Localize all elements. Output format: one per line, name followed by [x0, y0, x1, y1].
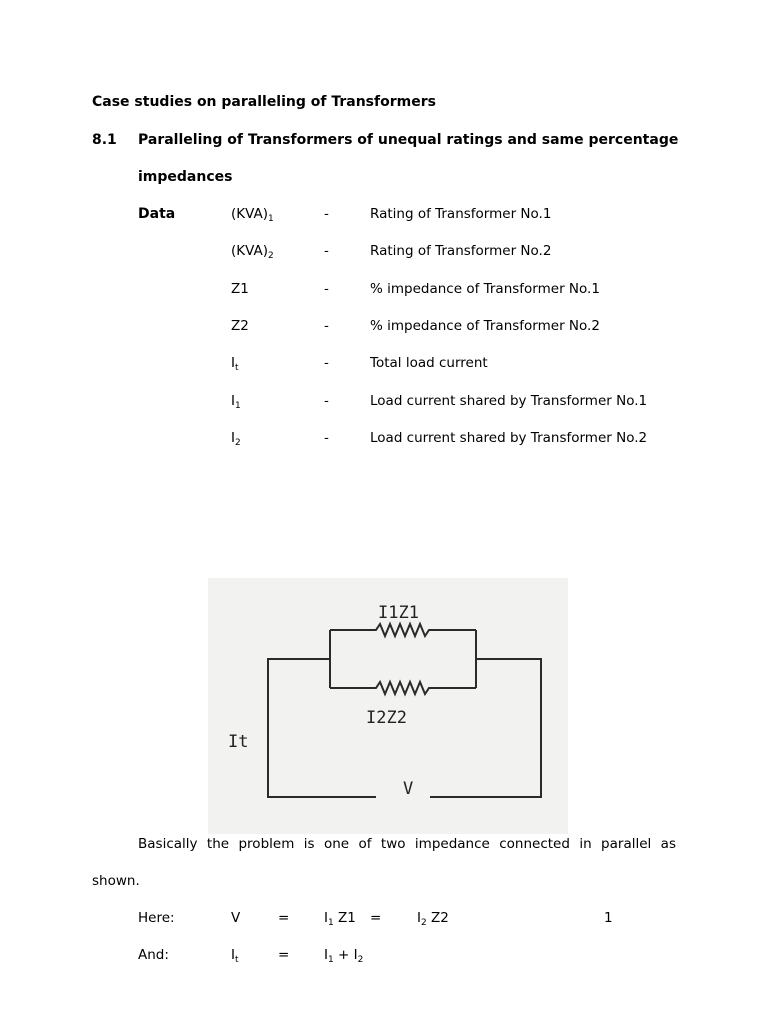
data-symbol: $I_1$ [231, 393, 241, 411]
eq1-term2: $I_2$ Z2 [417, 910, 449, 928]
data-dash: - [324, 206, 329, 222]
data-symbol: $I_2$ [231, 430, 241, 448]
eq1-equals-1: = [278, 910, 290, 926]
label-it: It [228, 732, 249, 752]
top-branch-wire [330, 624, 476, 636]
data-description: Total load current [370, 355, 488, 371]
data-symbol: $(KVA)_2$ [231, 243, 274, 261]
data-description: Rating of Transformer No.2 [370, 243, 552, 259]
eq1-term1: $I_1$ Z1 [324, 910, 356, 928]
data-label: Data [138, 206, 176, 222]
data-description: % impedance of Transformer No.1 [370, 281, 600, 297]
eq2-equals: = [278, 947, 290, 963]
data-description: % impedance of Transformer No.2 [370, 318, 600, 334]
section-title-line2: impedances [138, 169, 233, 185]
eq1-label: Here: [138, 910, 175, 926]
data-symbol: $(KVA)_1$ [231, 206, 274, 224]
paragraph-line1: Basically the problem is one of two impedance connected in parallel as [138, 836, 676, 852]
eq2-lhs: $I_t$ [231, 947, 239, 965]
label-i1z1: I1Z1 [378, 603, 419, 623]
data-dash: - [324, 281, 329, 297]
eq2-rhs: $I_1 + I_2$ [324, 947, 364, 965]
data-dash: - [324, 243, 329, 259]
parallel-impedance-diagram [208, 578, 568, 834]
data-description: Load current shared by Transformer No.2 [370, 430, 648, 446]
eq2-label: And: [138, 947, 169, 963]
data-description: Rating of Transformer No.1 [370, 206, 552, 222]
eq1-lhs: V [231, 910, 241, 926]
paragraph-line2: shown. [92, 873, 140, 889]
data-dash: - [324, 393, 329, 409]
data-dash: - [324, 318, 329, 334]
data-dash: - [324, 355, 329, 371]
data-symbol: Z1 [231, 281, 249, 297]
bottom-branch-wire [330, 682, 476, 694]
label-i2z2: I2Z2 [366, 708, 407, 728]
eq1-equals-2: = [370, 910, 382, 926]
document-heading: Case studies on paralleling of Transformers [92, 94, 436, 110]
data-symbol: $I_t$ [231, 355, 239, 373]
outer-loop-right-wire [430, 659, 541, 797]
data-description: Load current shared by Transformer No.1 [370, 393, 648, 409]
label-v: V [403, 779, 414, 799]
section-title-line1: Paralleling of Transformers of unequal ratings and same percentage [138, 132, 679, 148]
eq1-number: 1 [604, 910, 613, 926]
data-symbol: Z2 [231, 318, 249, 334]
outer-loop-left-wire [268, 659, 376, 797]
data-dash: - [324, 430, 329, 446]
section-number: 8.1 [92, 132, 117, 148]
